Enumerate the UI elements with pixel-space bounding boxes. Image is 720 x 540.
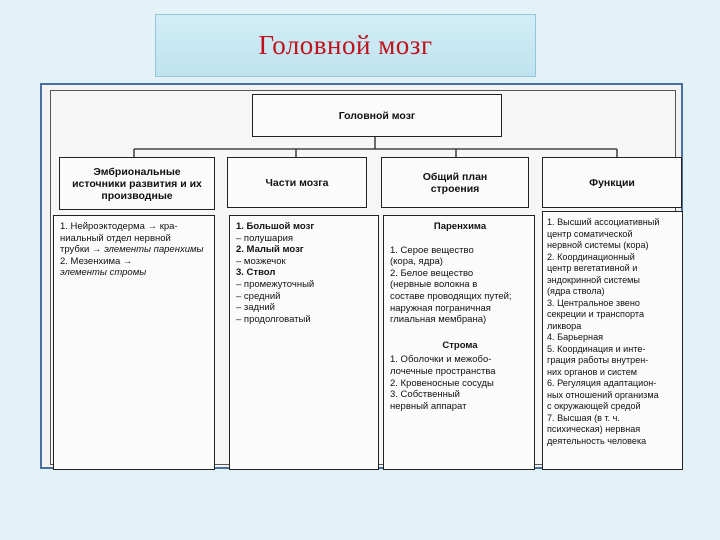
function-line: 3. Центральное звено: [547, 297, 640, 308]
col1-line-5: элементы стромы: [60, 267, 147, 279]
function-line: с окружающей средой: [547, 401, 641, 411]
function-line: секреции и транспорта: [547, 309, 645, 319]
column-functions: [542, 211, 683, 470]
parts-item: – промежуточный: [236, 278, 315, 290]
col1-line-3: [60, 244, 210, 256]
function-line: ликвора: [547, 320, 582, 331]
parts-item: 1. Большой мозг: [236, 221, 315, 232]
col1-line-2: ниальный отдел нервной: [60, 232, 171, 244]
parts-item: – задний: [236, 302, 275, 314]
structure-line: составе проводящих путей;: [390, 290, 512, 302]
function-line: 7. Высшая (в т. ч.: [547, 412, 620, 423]
root-label: Головной мозг: [338, 109, 416, 122]
parts-item: 3. Ствол: [236, 267, 276, 279]
col1-line-3b: элементы паренхимы: [104, 244, 204, 256]
function-line: (ядра ствола): [547, 286, 605, 296]
structure-line: лочечные пространства: [390, 365, 496, 377]
function-line: 2. Координационный: [547, 251, 635, 262]
function-line: 4. Барьерная: [547, 332, 604, 342]
slide-title-box: [155, 14, 536, 77]
header-functions: [542, 157, 682, 208]
parts-item: – продолговатый: [236, 313, 311, 325]
function-line: центр вегетативной и: [547, 263, 638, 273]
parenchyma-heading: Паренхима: [433, 221, 487, 232]
function-line: психическая) нервная: [547, 424, 641, 434]
structure-line: (нервные волокна в: [390, 279, 478, 291]
function-line: 5. Координация и инте-: [547, 343, 646, 354]
col1-line-3a: трубки →: [60, 244, 105, 256]
structure-line: глиальная мембрана): [390, 314, 487, 326]
column-parts: [229, 215, 379, 470]
structure-line: наружная пограничная: [390, 302, 491, 314]
header-parts: [227, 157, 367, 208]
function-line: ных отношений организма: [547, 389, 659, 400]
structure-line: 2. Белое вещество: [390, 267, 474, 279]
parts-item: – мозжечок: [236, 255, 286, 267]
header-structure-label: Общий план строения: [422, 170, 488, 195]
function-line: нервной системы (кора): [547, 240, 649, 250]
parts-item: 2. Малый мозг: [236, 244, 304, 256]
header-embryonic: [59, 157, 215, 210]
parts-item: – полушария: [236, 232, 294, 244]
column-structure: [383, 215, 535, 470]
function-line: 6. Регуляция адаптацион-: [547, 378, 657, 388]
parts-item: – средний: [236, 290, 281, 302]
root-box: [252, 94, 502, 137]
structure-line: (кора, ядра): [390, 256, 443, 268]
diagram-frame: [50, 90, 676, 465]
function-line: центр соматической: [547, 228, 633, 239]
col1-line-4: 2. Мезенхима →: [60, 255, 133, 267]
function-line: них органов и систем: [547, 366, 638, 377]
structure-line: 2. Кровеносные сосуды: [390, 377, 494, 389]
header-parts-label: Части мозга: [265, 176, 329, 189]
structure-line: 3. Собственный: [390, 389, 460, 401]
header-functions-label: Функции: [589, 176, 635, 189]
function-line: грация работы внутрен-: [547, 355, 649, 365]
structure-line: нервный аппарат: [390, 400, 467, 412]
structure-line: 1. Оболочки и межобо-: [390, 354, 492, 366]
header-embryonic-label: Эмбриональные источники развития и их производные: [72, 165, 202, 202]
function-line: эндокринной системы: [547, 274, 640, 285]
function-line: деятельность человека: [547, 435, 647, 446]
column-embryonic: [53, 215, 215, 470]
slide-title: Головной мозг: [258, 30, 433, 60]
stroma-heading: Строма: [442, 339, 478, 351]
function-line: 1. Высший ассоциативный: [547, 217, 660, 227]
structure-line: 1. Серое вещество: [390, 244, 474, 256]
header-structure: [381, 157, 529, 208]
diagram-panel: [40, 83, 683, 469]
col1-line-1: 1. Нейроэктодерма → кра-: [60, 221, 178, 232]
